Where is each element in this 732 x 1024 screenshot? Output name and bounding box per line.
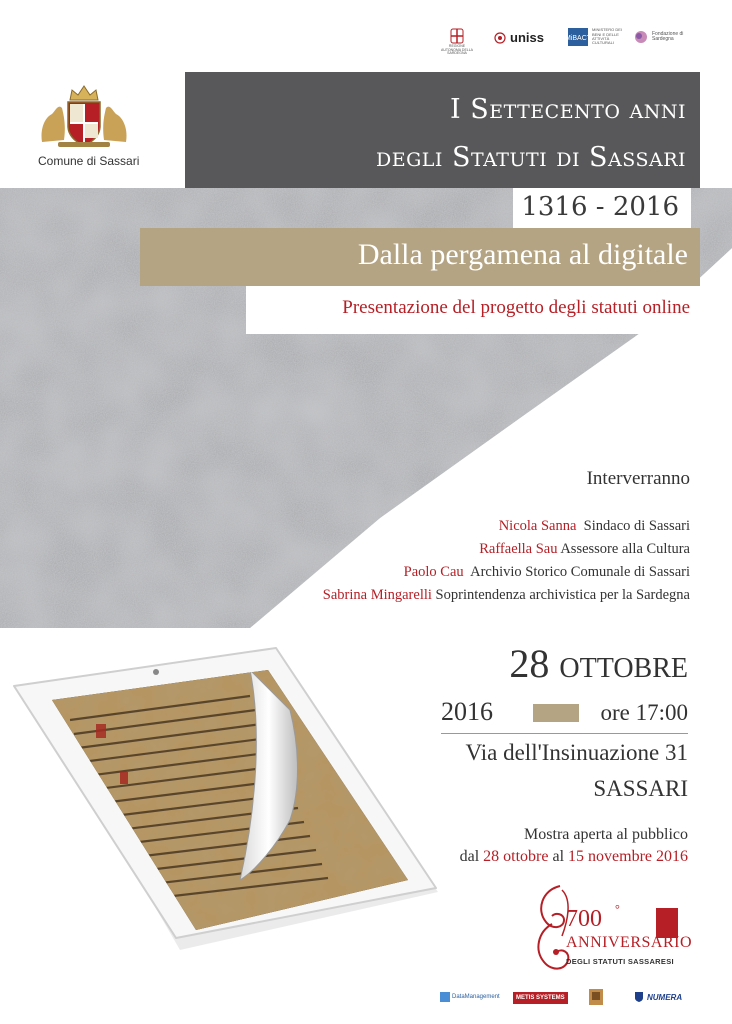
speaker-role: Archivio Storico Comunale di Sassari xyxy=(470,564,690,580)
exhibit-line-1: Mostra aperta al pubblico xyxy=(524,826,688,843)
title-line-1: I Settecento anni xyxy=(449,94,686,125)
metis-label: METIS SYSTEMS xyxy=(516,995,565,1001)
numera-shield-icon xyxy=(634,991,644,1003)
svg-text:MiBACT: MiBACT xyxy=(564,35,592,42)
datamanagement-icon xyxy=(440,992,450,1002)
anniversary-number: 700 xyxy=(566,906,602,932)
comune-di-sassari-label: Comune di Sassari xyxy=(38,154,140,168)
regione-shield-icon xyxy=(449,28,465,44)
uniss-label: uniss xyxy=(510,30,544,45)
ministero-logo xyxy=(564,27,628,46)
speaker-row xyxy=(404,564,690,581)
event-time: ore 17:00 xyxy=(600,700,688,725)
presentation-text: Presentazione del progetto degli statuti online xyxy=(342,297,690,318)
exhibit-al: al xyxy=(552,848,565,865)
ministero-emblem-icon xyxy=(564,28,592,46)
regione-sardegna-logo xyxy=(440,28,474,56)
years-box xyxy=(513,188,691,228)
event-address: Via dell'Insinuazione 31 xyxy=(465,740,688,765)
metis-logo xyxy=(513,992,568,1004)
fondazione-label: Fondazione di Sardegna xyxy=(652,30,684,42)
speaker-row xyxy=(479,541,690,558)
speaker-role: Sindaco di Sassari xyxy=(583,518,690,534)
uniss-emblem-icon xyxy=(494,32,506,44)
exhibit-to: 15 novembre 2016 xyxy=(568,848,688,865)
date-separator-bar xyxy=(533,704,579,722)
title-box xyxy=(185,72,700,188)
event-day: 28 ottobre xyxy=(509,641,688,686)
anniversary-degree: ° xyxy=(615,902,620,916)
anniversary-sub: DEGLI STATUTI SASSARESI xyxy=(566,957,674,966)
regione-label: REGIONE AUTONOMA DELLA SARDEGNA xyxy=(440,44,474,55)
speaker-name: Sabrina Mingarelli xyxy=(322,587,432,603)
divider-line xyxy=(441,733,688,734)
years-label: 1316 - 2016 xyxy=(521,192,679,222)
comune-coat-of-arms xyxy=(36,80,132,150)
fondazione-emblem-icon xyxy=(634,30,648,44)
speaker-name: Nicola Sanna xyxy=(498,518,577,534)
anniversary-label: ANNIVERSARIO xyxy=(566,934,692,951)
speaker-role: Soprintendenza archivistica per la Sardegna xyxy=(435,587,690,603)
event-city: SASSARI xyxy=(593,776,688,801)
speakers-heading: Interverranno xyxy=(586,468,690,489)
ministero-label: MINISTERO DEI BENI E DELLE ATTIVITÀ CULTURALI xyxy=(592,27,623,46)
title-line-2: degli Statuti di Sassari xyxy=(375,142,686,173)
exhibit-dal: dal xyxy=(459,848,480,865)
speaker-row xyxy=(499,518,690,535)
tablet-manuscript-image xyxy=(0,640,440,970)
subtitle-bar xyxy=(140,228,700,286)
speaker-row xyxy=(323,587,690,604)
speaker-name: Paolo Cau xyxy=(403,564,464,580)
fondazione-logo xyxy=(634,30,692,44)
exhibit-from: 28 ottobre xyxy=(483,848,549,865)
uniss-logo xyxy=(494,30,544,45)
datamanagement-label: DataManagement xyxy=(452,994,500,1000)
numera-logo xyxy=(634,988,682,1006)
printer-emblem-icon xyxy=(588,988,604,1006)
exhibit-line-2 xyxy=(460,848,688,866)
subtitle: Dalla pergamena al digitale xyxy=(357,238,688,271)
numera-label: NUMERA xyxy=(647,992,683,1002)
presentation-bar xyxy=(246,286,700,334)
datamanagement-logo xyxy=(440,988,500,1006)
speaker-role: Assessore alla Cultura xyxy=(560,541,690,557)
event-year: 2016 xyxy=(441,697,493,726)
speaker-name: Raffaella Sau xyxy=(479,541,558,557)
printer-logo xyxy=(588,988,604,1006)
